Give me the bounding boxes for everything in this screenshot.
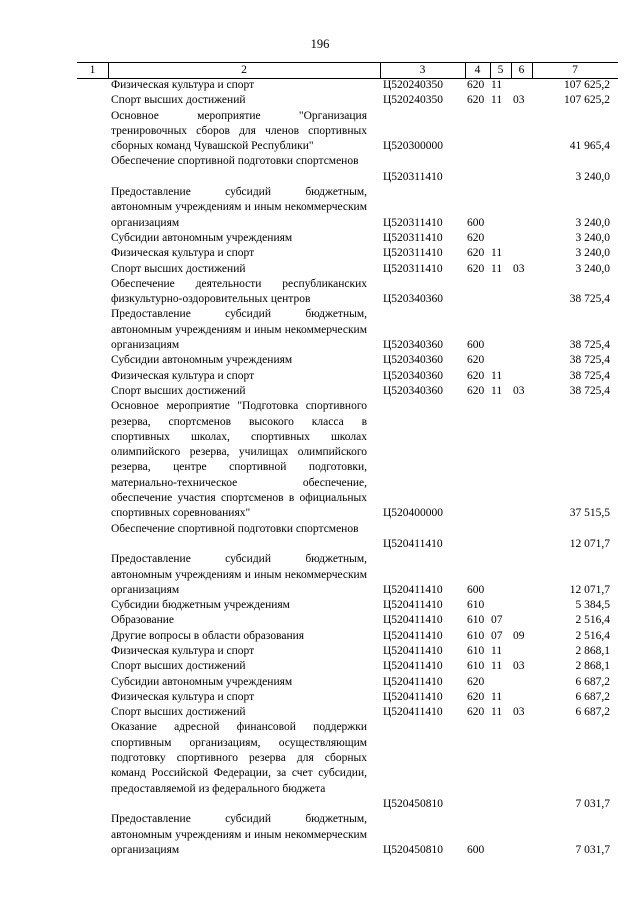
row-expense-type: 610 xyxy=(467,629,485,642)
row-subsection: 03 xyxy=(513,660,525,673)
row-expense-type: 610 xyxy=(467,614,485,627)
header-col-4: 4 xyxy=(474,64,481,76)
row-target-code: Ц520311410 xyxy=(383,262,443,275)
row-section: 11 xyxy=(491,660,503,673)
table-row xyxy=(0,93,640,108)
row-name: Спорт высших достижений xyxy=(111,384,246,397)
header-col-5: 5 xyxy=(497,64,504,76)
row-target-code: Ц520311410 xyxy=(383,170,443,183)
table-row xyxy=(0,659,640,674)
row-name: Обеспечение спортивной подготовки спортсменов xyxy=(111,522,359,535)
row-expense-type: 620 xyxy=(467,690,485,703)
table-body xyxy=(0,78,640,858)
row-target-code: Ц520340360 xyxy=(383,354,444,367)
row-expense-type: 620 xyxy=(467,384,485,397)
row-section: 11 xyxy=(491,706,503,719)
row-amount: 12 071,7 xyxy=(569,583,610,596)
row-subsection: 03 xyxy=(513,384,525,397)
row-name: Предоставление субсидий бюджетным, автономным учреждениям и иным некоммерческим организациям xyxy=(111,186,367,229)
header-col-3: 3 xyxy=(419,64,426,76)
row-amount: 3 240,0 xyxy=(575,231,610,244)
row-target-code: Ц520411410 xyxy=(383,583,443,596)
header-col-2: 2 xyxy=(241,64,247,76)
row-name: Оказание адресной финансовой поддержки спортивным организациям, осуществляющим подготовку спортивного резерва для сборных команд Российской Федерации, за счет субсидии, предоставляемой из федерального бюджета xyxy=(111,721,367,795)
row-target-code: Ц520340360 xyxy=(383,369,444,382)
row-expense-type: 610 xyxy=(467,660,485,673)
row-target-code: Ц520300000 xyxy=(383,140,444,153)
row-amount: 38 725,4 xyxy=(569,339,610,352)
row-amount: 7 031,7 xyxy=(575,843,610,856)
row-name: Образование xyxy=(111,614,175,627)
table-row xyxy=(0,109,640,155)
row-name: Субсидии автономным учреждениям xyxy=(111,354,293,367)
row-amount: 12 071,7 xyxy=(569,537,610,550)
row-name: Субсидии бюджетным учреждениям xyxy=(111,599,290,612)
row-target-code: Ц520411410 xyxy=(383,706,443,719)
row-name: Обеспечение спортивной подготовки спортсменов xyxy=(111,155,359,168)
table-row xyxy=(0,231,640,246)
row-target-code: Ц520340360 xyxy=(383,339,444,352)
row-expense-type: 600 xyxy=(467,583,485,596)
row-amount: 2 516,4 xyxy=(575,629,610,642)
row-target-code: Ц520411410 xyxy=(383,690,443,703)
row-target-code: Ц520340360 xyxy=(383,384,444,397)
table-row xyxy=(0,78,640,93)
table-row xyxy=(0,675,640,690)
table-row xyxy=(0,644,640,659)
row-name: Предоставление субсидий бюджетным, автономным учреждениям и иным некоммерческим организациям xyxy=(111,553,367,596)
row-name: Спорт высших достижений xyxy=(111,660,246,673)
table-row xyxy=(0,154,640,185)
row-target-code: Ц520240350 xyxy=(383,94,444,107)
row-section: 11 xyxy=(491,247,503,260)
table-row xyxy=(0,369,640,384)
row-amount: 38 725,4 xyxy=(569,384,610,397)
row-amount: 6 687,2 xyxy=(575,706,610,719)
row-name: Физическая культура и спорт xyxy=(111,690,255,703)
row-amount: 37 515,5 xyxy=(569,507,610,520)
row-target-code: Ц520411410 xyxy=(383,537,443,550)
row-expense-type: 600 xyxy=(467,339,485,352)
row-name: Физическая культура и спорт xyxy=(111,79,255,91)
table-header xyxy=(77,62,618,79)
row-section: 11 xyxy=(491,94,503,107)
row-expense-type: 600 xyxy=(467,843,485,856)
row-amount: 5 384,5 xyxy=(575,599,610,612)
row-amount: 3 240,0 xyxy=(575,170,610,183)
row-section: 07 xyxy=(491,614,503,627)
header-col-7: 7 xyxy=(572,64,578,76)
row-name: Другие вопросы в области образования xyxy=(111,629,305,642)
table-row xyxy=(0,262,640,277)
row-amount: 38 725,4 xyxy=(569,354,610,367)
row-section: 11 xyxy=(491,384,503,397)
table-row xyxy=(0,598,640,613)
row-name: Основное мероприятие "Подготовка спортивного резерва, спортсменов высокого класса в спортивных школах, спортивных школах олимпийского резерва, училищах олимпийского резерва, центре спортивной подготовки, материально-техническое обеспечение, обеспечение участия спортсменов в официальных спортивных соревнованиях" xyxy=(111,400,367,520)
table-row xyxy=(0,353,640,368)
row-target-code: Ц520400000 xyxy=(383,507,444,520)
row-subsection: 03 xyxy=(513,262,525,275)
row-amount: 3 240,0 xyxy=(575,247,610,260)
row-target-code: Ц520311410 xyxy=(383,216,443,229)
row-target-code: Ц520411410 xyxy=(383,675,443,688)
row-expense-type: 620 xyxy=(467,675,485,688)
table-row xyxy=(0,307,640,353)
row-expense-type: 620 xyxy=(467,706,485,719)
row-name: Предоставление субсидий бюджетным, автономным учреждениям и иным некоммерческим организациям xyxy=(111,813,367,856)
row-amount: 7 031,7 xyxy=(575,797,610,810)
row-amount: 38 725,4 xyxy=(569,369,610,382)
table-row xyxy=(0,705,640,720)
row-amount: 107 625,2 xyxy=(564,94,610,107)
row-section: 07 xyxy=(491,629,503,642)
row-amount: 3 240,0 xyxy=(575,216,610,229)
table-row xyxy=(0,277,640,308)
row-section: 11 xyxy=(491,369,503,382)
row-target-code: Ц520411410 xyxy=(383,599,443,612)
row-expense-type: 610 xyxy=(467,645,485,657)
row-name: Физическая культура и спорт xyxy=(111,645,255,657)
row-subsection: 03 xyxy=(513,706,525,719)
table-row xyxy=(0,522,640,553)
row-expense-type: 620 xyxy=(467,369,485,382)
row-subsection: 03 xyxy=(513,94,525,107)
row-target-code: Ц520411410 xyxy=(383,645,443,657)
table-row xyxy=(0,613,640,628)
row-amount: 6 687,2 xyxy=(575,690,610,703)
row-target-code: Ц520411410 xyxy=(383,660,443,673)
row-target-code: Ц520411410 xyxy=(383,629,443,642)
header-col-6: 6 xyxy=(518,64,525,76)
page-number: 196 xyxy=(310,37,330,51)
table-row xyxy=(0,246,640,261)
row-amount: 2 868,1 xyxy=(575,660,610,673)
row-section: 11 xyxy=(491,690,503,703)
row-name: Обеспечение деятельности республиканских физкультурно-оздоровительных центров xyxy=(111,277,367,306)
row-amount: 6 687,2 xyxy=(575,675,610,688)
row-target-code: Ц520340360 xyxy=(383,293,444,306)
row-expense-type: 620 xyxy=(467,354,485,367)
table-row xyxy=(0,384,640,399)
row-expense-type: 620 xyxy=(467,231,485,244)
row-section: 11 xyxy=(491,79,503,91)
row-expense-type: 600 xyxy=(467,216,485,229)
row-amount: 3 240,0 xyxy=(575,262,610,275)
row-subsection: 09 xyxy=(513,629,525,642)
row-expense-type: 610 xyxy=(467,599,485,612)
row-name: Предоставление субсидий бюджетным, автономным учреждениям и иным некоммерческим организациям xyxy=(111,308,367,352)
row-target-code: Ц520450810 xyxy=(383,843,444,856)
row-name: Спорт высших достижений xyxy=(111,94,246,107)
row-name: Субсидии автономным учреждениям xyxy=(111,675,293,688)
row-expense-type: 620 xyxy=(467,262,485,275)
row-target-code: Ц520411410 xyxy=(383,614,443,627)
row-target-code: Ц520450810 xyxy=(383,797,444,810)
table-row xyxy=(0,185,640,231)
row-target-code: Ц520311410 xyxy=(383,231,443,244)
row-amount: 2 868,1 xyxy=(575,645,610,657)
table-row xyxy=(0,812,640,858)
table-row xyxy=(0,552,640,598)
table-row xyxy=(0,690,640,705)
row-name: Основное мероприятие "Организация тренировочных сборов для членов спортивных сборных команд Чувашской Республики" xyxy=(111,109,367,153)
row-name: Спорт высших достижений xyxy=(111,706,246,719)
row-expense-type: 620 xyxy=(467,94,485,107)
row-amount: 107 625,2 xyxy=(564,79,610,91)
row-amount: 2 516,4 xyxy=(575,614,610,627)
table-row xyxy=(0,720,640,812)
row-target-code: Ц520240350 xyxy=(383,79,444,91)
row-amount: 41 965,4 xyxy=(569,140,610,153)
row-expense-type: 620 xyxy=(467,79,485,91)
row-name: Спорт высших достижений xyxy=(111,262,246,275)
row-section: 11 xyxy=(491,645,503,657)
header-col-1: 1 xyxy=(89,64,96,76)
row-target-code: Ц520311410 xyxy=(383,247,443,260)
row-section: 11 xyxy=(491,262,503,275)
row-name: Физическая культура и спорт xyxy=(111,247,255,260)
table-row xyxy=(0,399,640,521)
row-name: Физическая культура и спорт xyxy=(111,369,255,382)
row-name: Субсидии автономным учреждениям xyxy=(111,231,293,244)
row-amount: 38 725,4 xyxy=(569,293,610,306)
row-expense-type: 620 xyxy=(467,247,485,260)
table-row xyxy=(0,629,640,644)
